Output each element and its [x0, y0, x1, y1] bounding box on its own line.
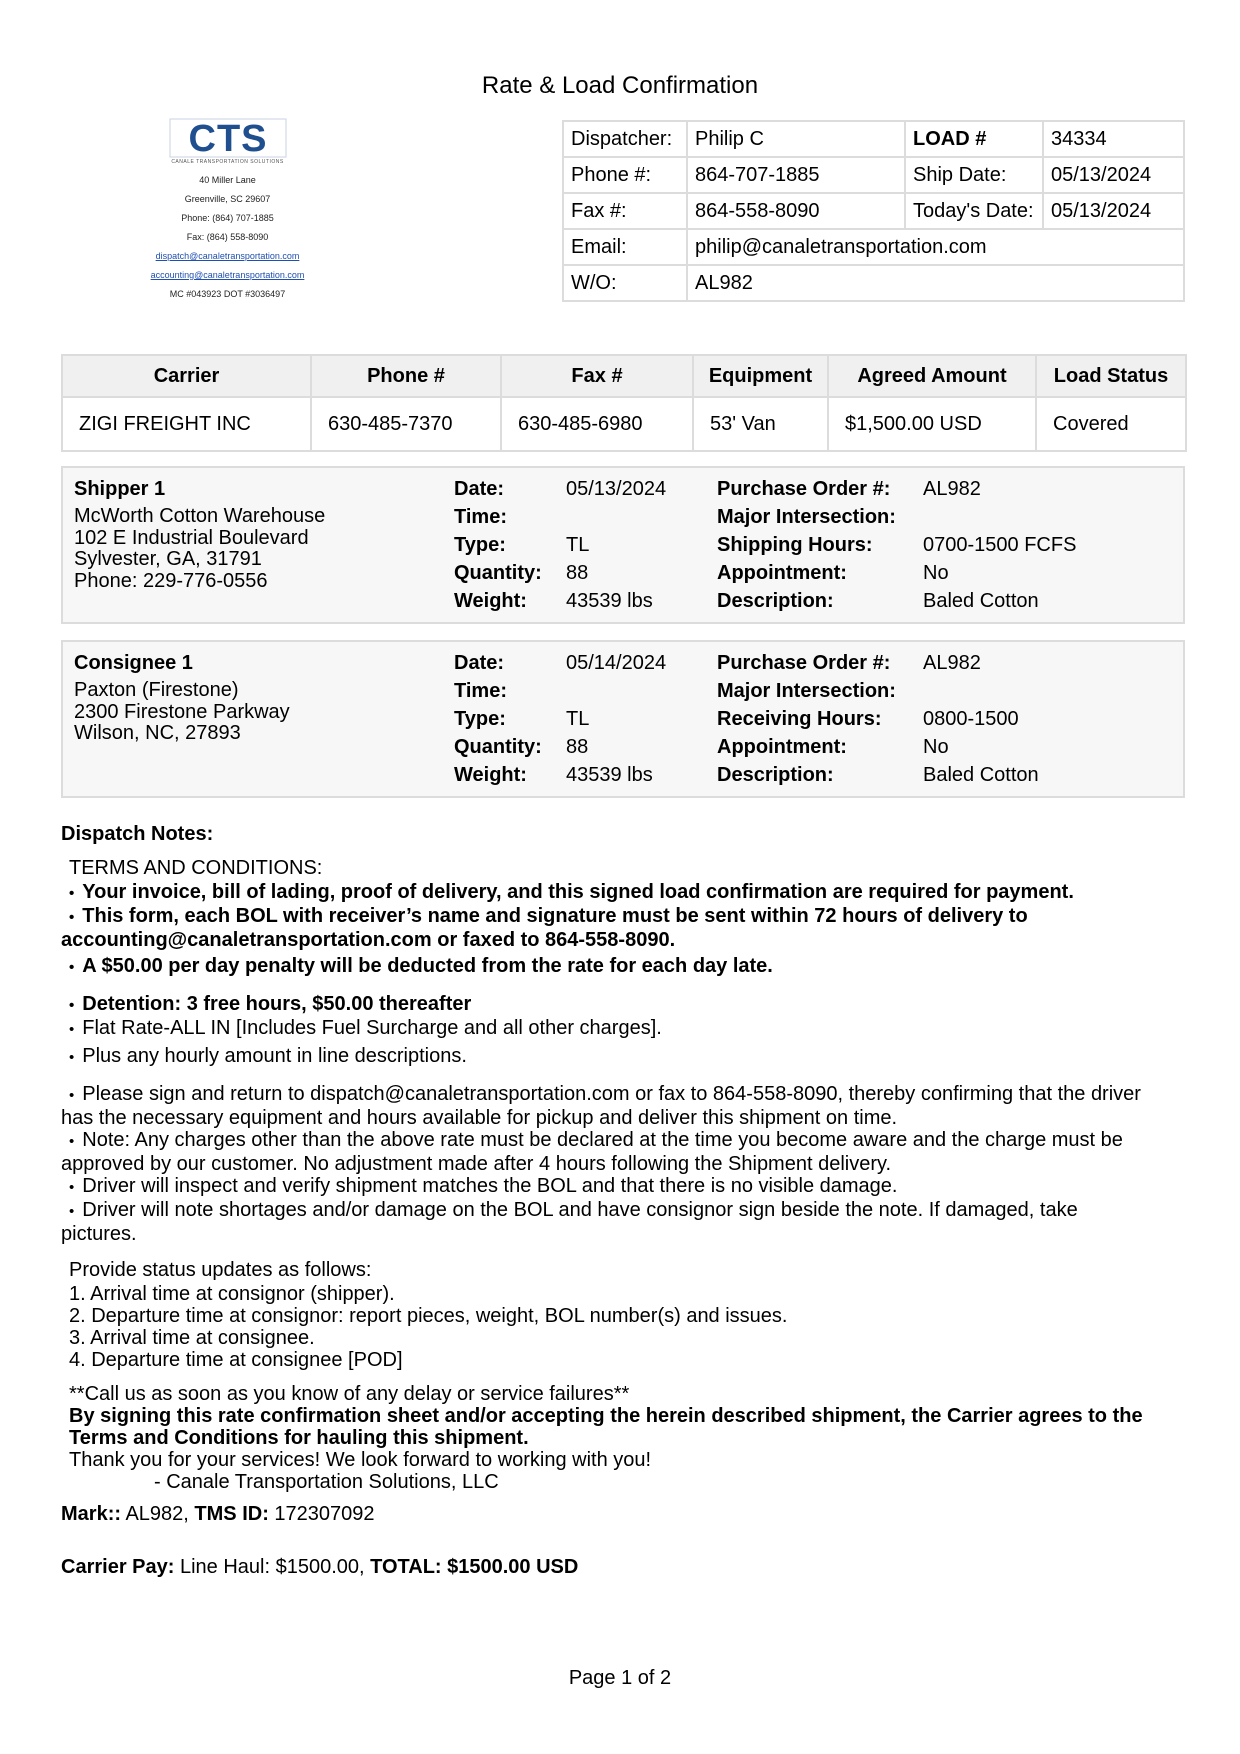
- shipper-section: [61, 466, 1185, 624]
- dispatch-info-table: [562, 120, 1185, 302]
- shipper-date-label: Date:: [454, 478, 505, 500]
- carrier-fax-header: Fax #: [501, 355, 693, 397]
- mark-line: [61, 1503, 375, 1526]
- list-item: • Note: Any charges other than the above rate must be declared at the time you become aware and the charge must be: [69, 1129, 1179, 1153]
- page-number: Page 1 of 2: [568, 1667, 672, 1689]
- consignee-time-value: [566, 680, 666, 708]
- shipper-quantity-label: Quantity:: [454, 562, 542, 584]
- shipper-address-line: McWorth Cotton Warehouse: [74, 505, 326, 527]
- shipper-po-label: Purchase Order #:: [717, 478, 891, 500]
- agreed-amount-value: $1,500.00 USD: [828, 397, 1036, 451]
- carrier-header: Carrier: [62, 355, 311, 397]
- list-item: 3. Arrival time at consignee.: [69, 1327, 315, 1349]
- company-address-line: 40 Miller Lane: [199, 175, 256, 185]
- agreement-text: By signing this rate confirmation sheet and/or accepting the herein described shipment, the Carrier agrees to the: [69, 1405, 1143, 1427]
- delay-notice: **Call us as soon as you know of any delay or service failures**: [69, 1383, 630, 1405]
- consignee-type-value: TL: [566, 708, 590, 730]
- company-address-line: Greenville, SC 29607: [184, 194, 271, 204]
- ship-date-label: Ship Date:: [905, 157, 1043, 193]
- shipper-type-value: TL: [566, 534, 590, 556]
- fax-value: 864-558-8090: [687, 193, 905, 229]
- ship-date-value: 05/13/2024: [1043, 157, 1184, 193]
- shipper-labels-left: [454, 478, 542, 618]
- consignee-labels-left: [454, 652, 542, 792]
- equipment-value: 53' Van: [693, 397, 828, 451]
- consignee-date-value: 05/14/2024: [566, 652, 667, 674]
- consignee-appointment-value: No: [923, 736, 949, 758]
- consignee-address-line: 2300 Firestone Parkway: [74, 700, 290, 723]
- load-number-label: LOAD #: [905, 121, 1043, 157]
- list-item: • Your invoice, bill of lading, proof of delivery, and this signed load confirmation are required for payment.: [69, 881, 1179, 905]
- work-order-label: W/O:: [563, 265, 687, 301]
- list-item: • A $50.00 per day penalty will be deducted from the rate for each day late.: [69, 955, 1179, 979]
- consignee-values-right: [923, 652, 1039, 792]
- company-logo-block: [140, 118, 315, 304]
- list-item: • This form, each BOL with receiver’s name and signature must be sent within 72 hours of delivery to: [69, 905, 1179, 929]
- list-item-continuation: accounting@canaletransportation.com or faxed to 864-558-8090.: [61, 929, 676, 951]
- logo-tagline: CANALE TRANSPORTATION SOLUTIONS: [171, 159, 284, 165]
- accounting-email-link[interactable]: accounting@canaletransportation.com: [150, 270, 305, 280]
- tms-id-label: TMS ID:: [194, 1503, 269, 1525]
- mark-value: AL982,: [121, 1503, 195, 1525]
- list-item: 1. Arrival time at consignor (shipper).: [69, 1283, 395, 1305]
- carrier-pay-line: [61, 1556, 578, 1579]
- consignee-heading: Consignee 1: [74, 652, 193, 674]
- dispatcher-label: Dispatcher:: [563, 121, 687, 157]
- consignee-intersection-value: [923, 680, 1039, 708]
- cts-logo-icon: [169, 118, 287, 158]
- shipper-address-line: Sylvester, GA, 31791: [74, 548, 262, 570]
- shipper-labels-right: [717, 478, 896, 618]
- consignee-hours-label: Receiving Hours:: [717, 708, 882, 730]
- shipper-intersection-value: [923, 506, 1076, 534]
- todays-date-value: 05/13/2024: [1043, 193, 1184, 229]
- list-item: • Driver will inspect and verify shipment matches the BOL and that there is no visible damage.: [69, 1175, 1179, 1199]
- dispatch-email-link[interactable]: dispatch@canaletransportation.com: [155, 251, 300, 261]
- shipper-po-value: AL982: [923, 478, 981, 500]
- email-label: Email:: [563, 229, 687, 265]
- consignee-quantity-label: Quantity:: [454, 736, 542, 758]
- carrier-phone-header: Phone #: [311, 355, 501, 397]
- load-status-value: Covered: [1036, 397, 1186, 451]
- dispatcher-value: Philip C: [687, 121, 905, 157]
- load-status-header: Load Status: [1036, 355, 1186, 397]
- shipper-address-line: 102 E Industrial Boulevard: [74, 526, 309, 549]
- list-item: • Flat Rate-ALL IN [Includes Fuel Surcharge and all other charges].: [69, 1017, 1179, 1041]
- consignee-hours-value: 0800-1500: [923, 708, 1019, 730]
- fax-label: Fax #:: [563, 193, 687, 229]
- company-fax: Fax: (864) 558-8090: [186, 232, 269, 242]
- consignee-labels-right: [717, 652, 896, 792]
- shipper-values-left: [566, 478, 666, 618]
- email-value: philip@canaletransportation.com: [687, 229, 1184, 265]
- total-value: TOTAL: $1500.00 USD: [370, 1556, 579, 1578]
- mark-label: Mark::: [61, 1503, 122, 1525]
- consignee-time-label: Time:: [454, 680, 507, 702]
- work-order-value: AL982: [687, 265, 1184, 301]
- shipper-time-value: [566, 506, 666, 534]
- shipper-values-right: [923, 478, 1076, 618]
- shipper-time-label: Time:: [454, 506, 507, 528]
- shipper-date-value: 05/13/2024: [566, 478, 667, 500]
- dispatch-notes: [61, 857, 1179, 1493]
- agreement-text: Terms and Conditions for hauling this shipment.: [69, 1427, 529, 1449]
- consignee-address-line: Wilson, NC, 27893: [74, 722, 241, 744]
- load-number-value: 34334: [1043, 121, 1184, 157]
- carrier-fax: 630-485-6980: [501, 397, 693, 451]
- company-phone: Phone: (864) 707-1885: [181, 213, 274, 223]
- consignee-type-label: Type:: [454, 708, 506, 730]
- shipper-address: [74, 506, 325, 592]
- terms-heading: TERMS AND CONDITIONS:: [69, 857, 323, 879]
- consignee-po-value: AL982: [923, 652, 981, 674]
- list-item: • Detention: 3 free hours, $50.00 thereafter: [69, 993, 1179, 1017]
- carrier-phone: 630-485-7370: [311, 397, 501, 451]
- shipper-description-value: Baled Cotton: [923, 590, 1039, 612]
- consignee-address-line: Paxton (Firestone): [74, 679, 239, 701]
- agreed-amount-header: Agreed Amount: [828, 355, 1036, 397]
- consignee-intersection-label: Major Intersection:: [717, 680, 896, 702]
- consignee-values-left: [566, 652, 666, 792]
- list-item-continuation: approved by our customer. No adjustment made after 4 hours following the Shipment delivery.: [61, 1153, 892, 1175]
- consignee-po-label: Purchase Order #:: [717, 652, 891, 674]
- phone-value: 864-707-1885: [687, 157, 905, 193]
- shipper-type-label: Type:: [454, 534, 506, 556]
- list-item-continuation: has the necessary equipment and hours available for pickup and deliver this shipment on time.: [61, 1107, 898, 1129]
- table-row: [62, 397, 1186, 451]
- consignee-quantity-value: 88: [566, 736, 589, 758]
- carrier-pay-label: Carrier Pay:: [61, 1556, 175, 1578]
- status-updates-heading: Provide status updates as follows:: [69, 1259, 372, 1281]
- list-item: • Please sign and return to dispatch@canaletransportation.com or fax to 864-558-8090, thereby confirming that the driver: [69, 1083, 1179, 1107]
- todays-date-label: Today's Date:: [905, 193, 1043, 229]
- dispatch-notes-heading: Dispatch Notes:: [61, 823, 214, 845]
- shipper-appointment-value: No: [923, 562, 949, 584]
- carrier-name: ZIGI FREIGHT INC: [62, 397, 311, 451]
- shipper-appointment-label: Appointment:: [717, 562, 847, 584]
- consignee-weight-label: Weight:: [454, 764, 527, 786]
- shipper-heading: Shipper 1: [74, 478, 166, 500]
- shipper-hours-label: Shipping Hours:: [717, 534, 873, 556]
- logo-text: CTS: [188, 118, 267, 158]
- list-item: 4. Departure time at consignee [POD]: [69, 1349, 403, 1371]
- mc-dot-numbers: MC #043923 DOT #3036497: [169, 289, 286, 299]
- thank-you-text: Thank you for your services! We look forward to working with you!: [69, 1449, 652, 1471]
- list-item: 2. Departure time at consignor: report pieces, weight, BOL number(s) and issues.: [69, 1305, 788, 1327]
- consignee-address: [74, 680, 290, 745]
- tms-id-value: 172307092: [268, 1503, 375, 1525]
- consignee-section: [61, 640, 1185, 798]
- equipment-header: Equipment: [693, 355, 828, 397]
- shipper-weight-label: Weight:: [454, 590, 527, 612]
- phone-label: Phone #:: [563, 157, 687, 193]
- shipper-quantity-value: 88: [566, 562, 589, 584]
- signature-line: - Canale Transportation Solutions, LLC: [154, 1471, 499, 1493]
- shipper-intersection-label: Major Intersection:: [717, 506, 896, 528]
- consignee-description-label: Description:: [717, 764, 834, 786]
- list-item: • Driver will note shortages and/or damage on the BOL and have consignor sign beside the note. If damaged, take: [69, 1199, 1179, 1223]
- list-item-continuation: pictures.: [61, 1223, 137, 1245]
- shipper-weight-value: 43539 lbs: [566, 590, 653, 612]
- shipper-phone: Phone: 229-776-0556: [74, 569, 268, 592]
- shipper-hours-value: 0700-1500 FCFS: [923, 534, 1077, 556]
- page-title: Rate & Load Confirmation: [481, 72, 759, 99]
- line-haul-value: Line Haul: $1500.00,: [174, 1556, 371, 1578]
- list-item: • Plus any hourly amount in line descriptions.: [69, 1045, 1179, 1069]
- carrier-table: [61, 354, 1187, 452]
- shipper-description-label: Description:: [717, 590, 834, 612]
- consignee-description-value: Baled Cotton: [923, 764, 1039, 786]
- consignee-date-label: Date:: [454, 652, 505, 674]
- consignee-appointment-label: Appointment:: [717, 736, 847, 758]
- consignee-weight-value: 43539 lbs: [566, 764, 653, 786]
